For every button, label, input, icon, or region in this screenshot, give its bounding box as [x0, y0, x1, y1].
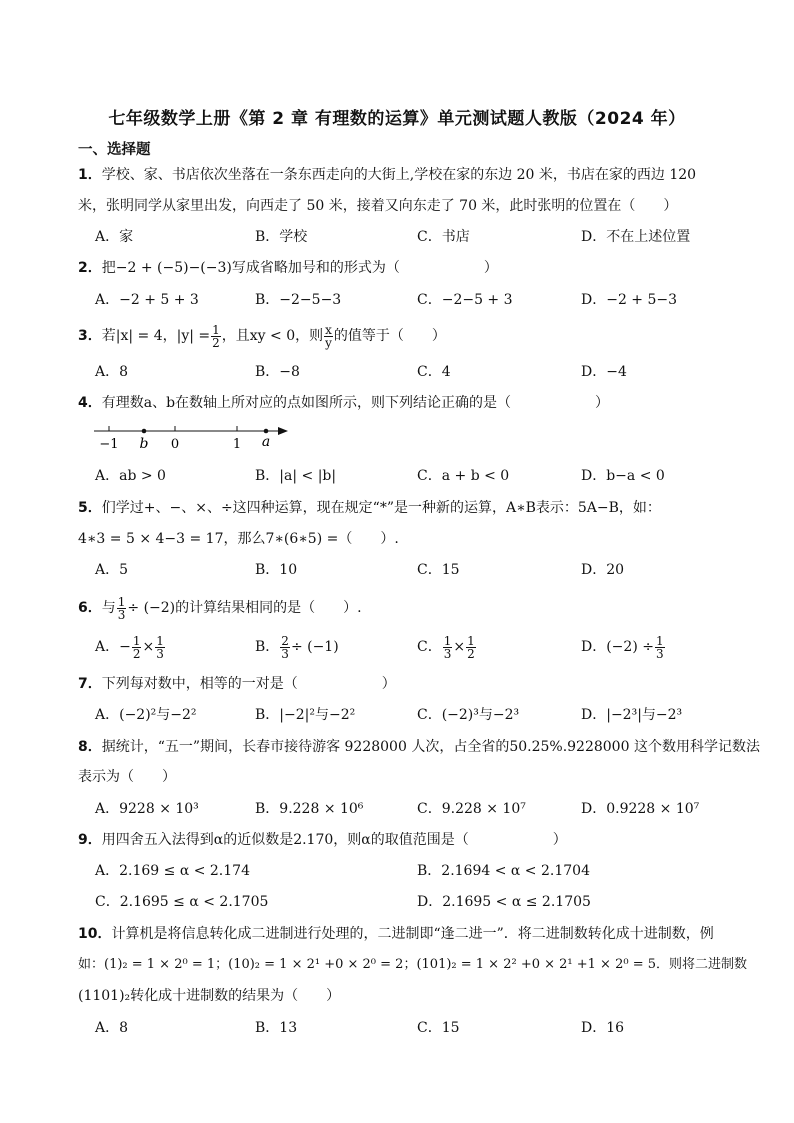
option-c[interactable]: C．15 [417, 562, 460, 578]
fraction: $\frac{x}{y}$ [325, 322, 332, 350]
section-heading: 一、选择题 [78, 142, 151, 158]
question-8 [78, 737, 760, 757]
option-a[interactable]: A．8 [95, 1020, 129, 1036]
question-3 [78, 322, 728, 350]
fraction: $\frac{1}{3}$ [117, 594, 126, 622]
option-a[interactable]: A．家 [95, 229, 134, 245]
question-1-line-2: 米，张明同学从家里出发，向西走了 50 米，接着又向东走了 70 米，此时张明的位置在（ ） [78, 198, 678, 214]
question-text: 们学过+、−、×、÷这四种运算，现在规定“*”是一种新的运算，A∗B表示：5A−B，如： [101, 500, 661, 516]
question-number: 9． [78, 832, 102, 848]
option-a[interactable]: A．8 [95, 364, 129, 380]
option-b[interactable]: B． $\frac{2}{3}$ ÷ (−1) [255, 633, 339, 661]
question-1-options [95, 227, 725, 247]
question-text: 用四舍五入法得到α的近似数是2.170，则α的取值范围是（ ） [101, 832, 567, 848]
question-number: 8． [78, 739, 102, 755]
option-c[interactable]: C．a + b < 0 [417, 468, 510, 484]
option-a[interactable]: A．ab > 0 [95, 468, 166, 484]
question-text-pre: 与 [101, 600, 116, 616]
axis-label-one: 1 [232, 437, 242, 452]
number-line-arrow-icon [278, 427, 288, 435]
option-b[interactable]: B．−8 [255, 364, 300, 380]
option-c[interactable]: C．15 [417, 1020, 460, 1036]
question-4 [78, 393, 728, 413]
question-text: 下列每对数中，相等的一对是（ ） [101, 676, 396, 692]
question-number: 7． [78, 676, 102, 692]
option-b[interactable]: B．−2−5−3 [255, 292, 342, 308]
question-number: 4． [78, 395, 102, 411]
option-c[interactable]: C．9.228 × 10⁷ [417, 801, 526, 817]
option-b[interactable]: B．学校 [255, 229, 308, 245]
option-d[interactable]: D．(−2) ÷ $\frac{1}{3}$ [581, 633, 664, 661]
axis-label-b: b [139, 436, 149, 452]
option-b[interactable]: B．9.228 × 10⁶ [255, 801, 364, 817]
point-a [264, 429, 269, 434]
option-d[interactable]: D．不在上述位置 [581, 229, 691, 245]
question-text-post: 的值等于（ ） [333, 328, 446, 344]
question-2 [78, 258, 728, 278]
option-c[interactable]: C．书店 [417, 229, 470, 245]
point-b [142, 429, 147, 434]
question-5-options [95, 560, 725, 580]
question-text-pre: 若|x| = 4，|y| = [101, 328, 211, 344]
question-4-options [95, 466, 725, 486]
option-d[interactable]: D．|−2³|与−2³ [581, 707, 683, 723]
question-6-options [95, 632, 725, 662]
question-number: 5． [78, 500, 102, 516]
option-d[interactable]: D．0.9228 × 10⁷ [581, 801, 700, 817]
axis-label-zero: 0 [170, 437, 180, 452]
question-10-line-2: 如：(1)₂ = 1 × 2⁰ = 1；(10)₂ = 1 × 2¹ +0 × 2⁰ = 2；(101)₂ = 1 × 2² +0 × 2¹ +1 × 2⁰ = 5．则将二进制数 [78, 957, 747, 972]
option-a[interactable]: A．9228 × 10³ [95, 801, 199, 817]
question-5-line-2: 4∗3 = 5 × 4−3 = 17，那么7∗(6∗5) =（ ）. [78, 531, 399, 547]
option-a[interactable]: A．−2 + 5 + 3 [95, 292, 199, 308]
option-b[interactable]: B．2.1694 < α < 2.1704 [417, 863, 590, 879]
option-d[interactable]: D．b−a < 0 [581, 468, 665, 484]
option-c[interactable]: C．2.1695 ≤ α < 2.1705 [95, 894, 269, 910]
option-d[interactable]: D．16 [581, 1020, 625, 1036]
question-9-options-row-2 [95, 892, 725, 912]
question-10-line-3: (1101)₂转化成十进制数的结果为（ ） [78, 988, 341, 1004]
option-d[interactable]: D．−4 [581, 364, 627, 380]
question-number: 10． [78, 926, 112, 942]
question-text: 据统计，“五一”期间，长春市接待游客 9228000 人次，占全省的50.25%.9228000 这个数用科学记数法 [101, 739, 760, 755]
question-7 [78, 674, 728, 694]
question-8-line-2: 表示为（ ） [78, 769, 176, 785]
option-b[interactable]: B．|−2|²与−2² [255, 707, 356, 723]
question-text: 有理数a、b在数轴上所对应的点如图所示，则下列结论正确的是（ ） [101, 395, 610, 411]
option-d[interactable]: D．−2 + 5−3 [581, 292, 678, 308]
question-number: 3． [78, 328, 102, 344]
question-text: 计算机是将信息转化成二进制进行处理的，二进制即“逢二进一”．将二进制数转化成十进制数，例 [111, 926, 714, 942]
question-9-options-row-1 [95, 861, 725, 881]
option-d[interactable]: D．20 [581, 562, 625, 578]
document-title: 七年级数学上册《第 2 章 有理数的运算》单元测试题人教版（2024 年） [108, 109, 686, 129]
option-b[interactable]: B．|a| < |b| [255, 468, 337, 484]
fraction: $\frac{1}{2}$ [212, 322, 220, 350]
question-text-post: ÷ (−2)的计算结果相同的是（ ）. [127, 600, 362, 616]
question-text: 学校、家、书店依次坐落在一条东西走向的大街上,学校在家的东边 20 米，书店在家的西边 120 [101, 167, 697, 183]
number-line-diagram [92, 420, 292, 452]
question-number: 2． [78, 260, 102, 276]
question-text: 把−2 + (−5)−(−3)写成省略加号和的形式为（ ） [101, 260, 498, 276]
question-number: 6． [78, 600, 102, 616]
option-c[interactable]: C．−2−5 + 3 [417, 292, 513, 308]
option-a[interactable]: A．5 [95, 562, 129, 578]
question-1 [78, 165, 728, 185]
question-6 [78, 594, 728, 622]
question-3-options [95, 362, 725, 382]
question-7-options [95, 705, 725, 725]
option-a[interactable]: A．− $\frac{1}{2}$ × $\frac{1}{3}$ [95, 633, 164, 661]
question-8-options [95, 799, 725, 819]
option-b[interactable]: B．10 [255, 562, 298, 578]
question-10-options [95, 1018, 725, 1038]
question-2-options [95, 290, 725, 310]
option-b[interactable]: B．13 [255, 1020, 298, 1036]
option-a[interactable]: A．2.169 ≤ α < 2.174 [95, 863, 250, 879]
question-text-mid: ，且xy < 0，则 [221, 328, 324, 344]
question-number: 1． [78, 167, 102, 183]
option-d[interactable]: D．2.1695 < α ≤ 2.1705 [417, 894, 591, 910]
option-c[interactable]: C． $\frac{1}{3}$ × $\frac{1}{2}$ [417, 633, 475, 661]
question-9 [78, 830, 728, 850]
option-c[interactable]: C．(−2)³与−2³ [417, 707, 520, 723]
axis-label-minus-one: −1 [99, 437, 119, 452]
question-10 [78, 924, 728, 944]
question-5 [78, 498, 728, 518]
axis-label-a: a [261, 434, 271, 450]
option-c[interactable]: C．4 [417, 364, 451, 380]
option-a[interactable]: A．(−2)²与−2² [95, 707, 197, 723]
